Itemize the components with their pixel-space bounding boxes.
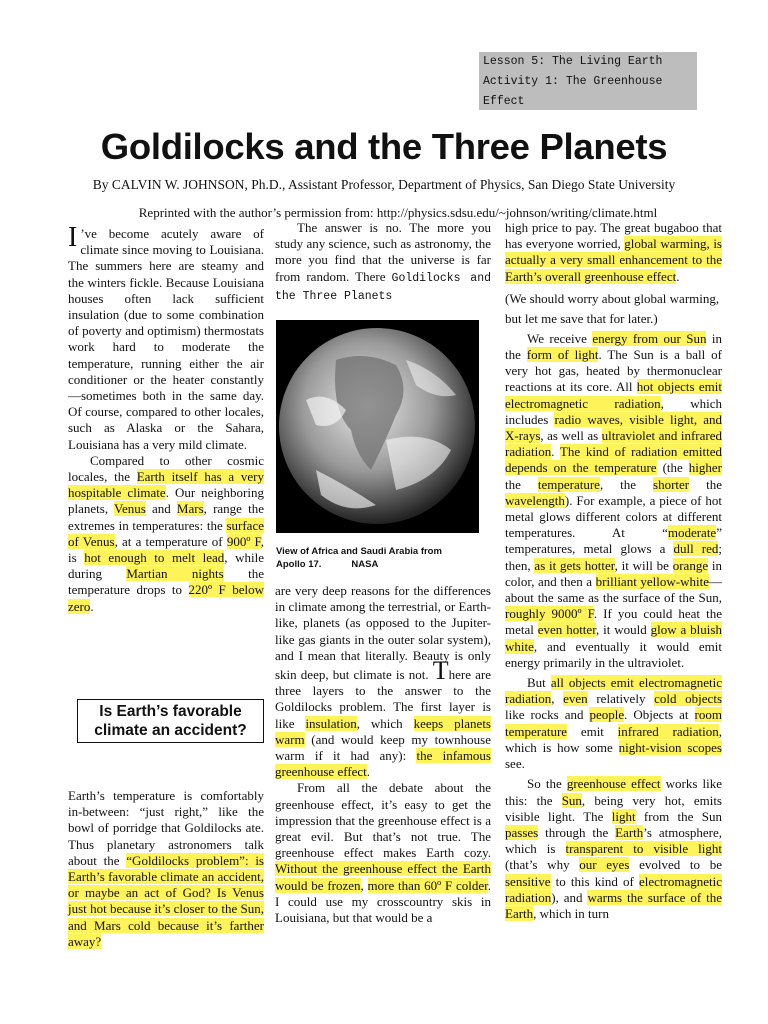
text: But xyxy=(527,675,551,691)
highlight: temperature xyxy=(537,476,600,492)
text: and xyxy=(145,501,177,517)
highlight: global warming, is actually a very small enhancement to the Earth’s overall greenhouse effect xyxy=(505,236,722,284)
text: , and eventually it would emit energy primarily in the ultraviolet. xyxy=(505,638,722,670)
article-title: Goldilocks and the Three Planets xyxy=(100,126,668,167)
text: in color, and then a xyxy=(505,557,722,589)
text: , xyxy=(360,877,368,893)
column-1-lower xyxy=(68,788,264,950)
text: see. xyxy=(505,756,525,772)
text: , being very hot, emits visible light. The xyxy=(505,792,722,824)
highlight: Earth itself has a very hospitable climate xyxy=(68,469,264,501)
highlight: 900º F xyxy=(226,533,261,549)
text: , the xyxy=(599,476,654,492)
text: , while during xyxy=(68,550,264,582)
highlight: as it gets hotter xyxy=(534,557,615,573)
text: ” temperatures, metal glows a xyxy=(505,525,722,557)
highlight: warms the surface of the Earth xyxy=(505,889,722,921)
lesson-line-2: Activity 1: The Greenhouse xyxy=(483,75,663,88)
lesson-line-3: Effect xyxy=(483,95,525,108)
highlight: all objects emit electromagnetic radiation xyxy=(505,675,722,707)
text: the temperature drops to xyxy=(68,566,264,598)
highlight: brilliant yellow-white xyxy=(595,573,709,589)
paragraph xyxy=(275,583,491,780)
text: —about the same as the surface of the Sun, xyxy=(505,573,722,606)
text: , which xyxy=(356,715,414,731)
paragraph: (We should worry about global warming, but let me save that for later.) xyxy=(505,290,720,326)
byline: By CALVIN W. JOHNSON, Ph.D., Assistant Professor, Department of Physics, San Diego State University xyxy=(92,177,676,192)
highlight: Martian nights xyxy=(126,566,224,582)
callout-box: Is Earth’s favorable climate an accident? xyxy=(77,699,264,743)
paragraph xyxy=(68,222,264,453)
highlight: Without the greenhouse effect the Earth would be frozen xyxy=(275,861,491,893)
text: ). For example, a piece of hot metal glows different colors at different temperatures. At “ xyxy=(505,492,722,541)
text: here are three layers to the answer to the Goldilocks problem. The first layer is like xyxy=(275,667,491,731)
drop-cap: T xyxy=(432,656,449,686)
text: From all the debate about the greenhouse effect, it’s easy to get the impression that the greenhouse effect is a great evil. But that’s not true. The greenhouse effect makes Earth cozy. xyxy=(275,780,491,861)
highlight: orange xyxy=(672,557,709,573)
text: to this kind of xyxy=(550,873,639,889)
text: relatively xyxy=(587,691,655,707)
text: We receive xyxy=(527,330,593,346)
highlight: light xyxy=(611,808,636,824)
highlight: higher xyxy=(688,460,722,476)
text: ), and xyxy=(551,889,588,905)
text: (the xyxy=(656,460,689,476)
text: the xyxy=(505,476,538,492)
text: ’s atmosphere, which is xyxy=(505,824,723,857)
highlight: glow a bluish white xyxy=(505,622,722,654)
caption-line: Apollo 17. xyxy=(276,559,322,570)
text: , xyxy=(551,691,564,707)
highlight: energy from our Sun xyxy=(592,330,707,346)
text: , it would xyxy=(596,622,651,638)
text: (that’s why xyxy=(505,857,580,873)
text: Earth’s temperature is comfortably in-between: “just right,” like the bowl of porridge that Goldilocks ate. Thus planetary astronomers talk about the xyxy=(68,788,264,868)
highlight: keeps planets warm xyxy=(275,715,491,747)
highlight: infrared radiation xyxy=(617,723,719,739)
text: Compared to other cosmic locales, the xyxy=(68,452,264,485)
text: ’ve become acutely aware of climate since moving to Louisiana. The summers here are steamy and the winters fickle. Because Louisiana houses often lack sufficient insulation (due to some combination of poverty and optimism) thermostats work hard to moderate the temperature, running either the air conditioner or the heater constantly—sometimes both in the same day. Of course, compared to other locales, such as Alaska or the Sahara, Louisiana has a very mild climate. xyxy=(68,226,264,452)
highlight: electromagnetic radiation xyxy=(505,873,722,905)
text: . Objects at xyxy=(624,707,695,723)
column-2-top xyxy=(275,220,491,305)
text: , at a temperature of xyxy=(114,533,227,549)
highlight: night-vision scopes xyxy=(618,739,722,755)
column-3 xyxy=(505,220,722,922)
text: works like this: the xyxy=(505,776,722,808)
text: , which in turn xyxy=(533,905,609,921)
highlight: radio waves, visible light, and X-rays xyxy=(505,411,722,444)
paragraph xyxy=(505,331,722,671)
lesson-label-box xyxy=(479,52,697,110)
paragraph xyxy=(505,776,722,922)
highlight: Venus xyxy=(114,501,146,517)
text: ; then, xyxy=(505,541,722,573)
highlight: sensitive xyxy=(505,873,551,889)
highlight: shorter xyxy=(653,476,690,492)
highlight: “Goldilocks problem”: is Earth’s favorable climate an accident, or maybe an act of God? Is Venus just hot because it’s closer to the Sun, and Mars cold because it’s farther away? xyxy=(68,852,264,949)
text: in the xyxy=(505,330,722,363)
paragraph xyxy=(505,675,722,772)
highlight: the infamous greenhouse effect xyxy=(275,748,491,780)
text: The answer is no. The more you study any science, such as astronomy, the more you find that the universe is far from random. There xyxy=(275,220,491,284)
highlight: insulation xyxy=(305,715,357,731)
highlight: dull red xyxy=(673,541,719,557)
text: . The Sun is a ball of very hot gas, heated by thermonuclear reactions at its core. All xyxy=(505,347,722,395)
text: . xyxy=(366,764,371,780)
text: , as well as xyxy=(540,428,602,444)
text: , range the extremes in temperatures: the xyxy=(68,501,264,533)
highlight: people xyxy=(589,707,625,723)
highlight: more than 60º F colder xyxy=(367,877,488,893)
highlight: moderate xyxy=(667,525,717,541)
text: are very deep reasons for the differences in climate among the terrestrial, or Earth-like, planets (as opposed to the Jupiter-like gas giants in the outer solar system), and I mean that literally. Beauty is only skin deep, but climate is not. xyxy=(275,583,491,683)
text: , which includes xyxy=(505,395,722,427)
text: . I could use my crosscountry skis in Louisiana, but that would be a xyxy=(275,877,492,926)
highlight: even hotter xyxy=(537,622,596,638)
text: , which is how some xyxy=(505,723,723,755)
paragraph xyxy=(68,788,264,950)
text: So the xyxy=(527,776,567,792)
text: high price to pay. The great bugaboo that has everyone worried, xyxy=(505,220,722,252)
text: . Our neighboring planets, xyxy=(68,485,264,517)
text: emit xyxy=(567,723,618,739)
earth-image xyxy=(276,320,479,533)
highlight: transparent to visible light xyxy=(565,841,722,857)
highlight: our eyes xyxy=(579,857,630,873)
text: like rocks and xyxy=(505,707,590,723)
column-2-bottom xyxy=(275,583,491,926)
highlight: surface of Venus xyxy=(68,517,264,549)
photo-caption xyxy=(276,545,490,571)
highlight: greenhouse effect xyxy=(566,776,661,792)
highlight: wavelength xyxy=(505,492,565,508)
highlight: Sun xyxy=(561,792,582,808)
highlight: hot objects emit electromagnetic radiation xyxy=(505,379,722,411)
highlight: ultraviolet and infrared radiation xyxy=(505,428,722,460)
lesson-line-1: Lesson 5: The Living Earth xyxy=(483,55,663,68)
caption-credit: NASA xyxy=(351,559,379,570)
text: . If you could heat the metal xyxy=(505,606,722,638)
highlight: The kind of radiation emitted depends on the temperature xyxy=(505,444,723,476)
highlight: Mars xyxy=(176,501,204,517)
text: , it will be xyxy=(614,557,673,573)
text: . xyxy=(551,444,560,460)
highlight: 220º F below zero xyxy=(68,582,265,614)
text: from the Sun xyxy=(635,808,722,824)
column-1 xyxy=(68,222,265,615)
paragraph xyxy=(68,453,264,615)
text: the xyxy=(689,476,722,492)
earth-photo xyxy=(276,320,479,533)
text: through the xyxy=(538,824,616,840)
highlight: hot enough to melt lead xyxy=(84,550,225,566)
text: . xyxy=(90,598,94,614)
text: , is xyxy=(68,533,264,566)
highlight: passes xyxy=(505,824,539,840)
text: (and would keep my townhouse warm if it had any): xyxy=(275,731,491,764)
reprint-notice: Reprinted with the author’s permission from: http://physics.sdsu.edu/~johnson/writing/climate.html xyxy=(138,205,658,220)
highlight: even xyxy=(563,691,588,707)
paragraph xyxy=(505,220,722,285)
highlight: roughly 9000º F xyxy=(505,606,594,622)
highlight: room temperature xyxy=(505,707,722,739)
drop-cap: I xyxy=(68,222,78,253)
highlight: form of light xyxy=(526,347,599,363)
caption-line: View of Africa and Saudi Arabia from xyxy=(276,546,442,557)
mono-text: Goldilocks and the Three Planets xyxy=(275,271,491,303)
highlight: Earth xyxy=(615,824,644,840)
paragraph xyxy=(275,780,491,926)
text: evolved to be xyxy=(629,857,722,873)
paragraph xyxy=(275,220,491,305)
text: . xyxy=(676,268,680,284)
highlight: cold objects xyxy=(654,691,722,707)
